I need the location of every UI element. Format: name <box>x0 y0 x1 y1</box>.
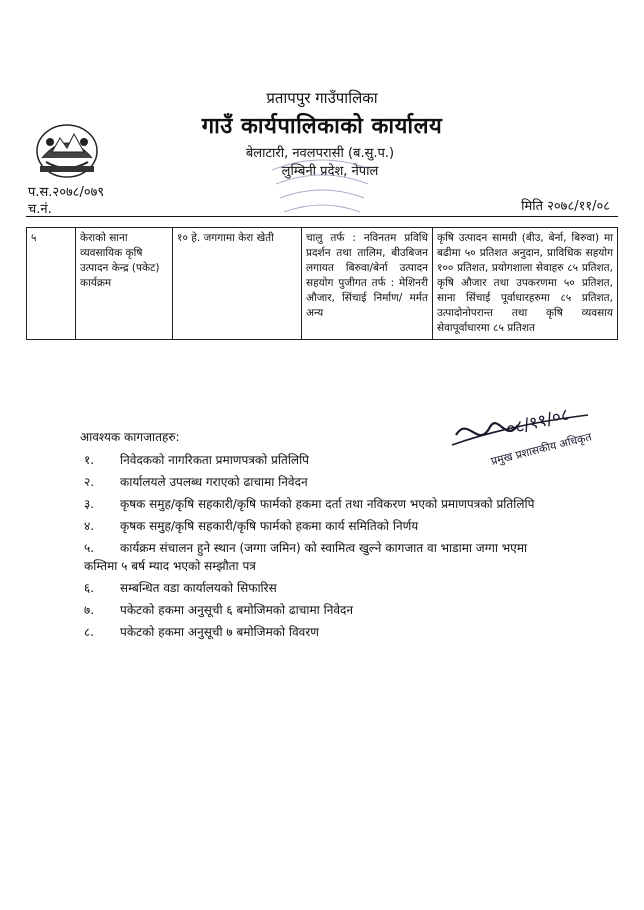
support-current: चालु तर्फ : नविनतम प्रविधि प्रदर्शन तथा तालिम, बीउबिजन लगायत बिरुवा/बेर्ना उत्पादन सहयोग <box>306 232 428 289</box>
office-name: प्रतापपुर गाउँपालिका <box>266 89 378 107</box>
letter-date: मिति २०७८/११/०८ <box>521 199 610 214</box>
office-title: गाउँ कार्यपालिकाको कार्यालय <box>201 114 443 139</box>
office-stamp-icon <box>262 150 382 225</box>
serial-number-cell: ५ <box>27 228 76 340</box>
signature-title: प्रमुख प्रशासकीय अधिकृत <box>489 430 593 468</box>
signature-date: ०८/११/०८ <box>504 404 572 440</box>
table-row <box>27 228 618 340</box>
program-name-cell: केराको साना व्यवसायिक कृषि उत्पादन केन्द्र (पकेट) कार्यक्रम <box>76 228 173 340</box>
support-type-cell <box>302 228 433 340</box>
subsidy-cell: कृषि उत्पादन सामग्री (बीउ, बेर्ना, बिरुवा) मा बढीमा ५० प्रतिशत अनुदान, प्राविधिक सहयोग १०० प्रतिशत, प्रयोगशाला सेवाहरु ८५ प्रतिशत, कृषि औजार तथा उपकरणमा ५० प्रतिशत, साना सिंचाई पूर्वाधारहरुमा ८५ प्रतिशत, उत्पादोनोपरान्त तथा कृषि व्यवसाय सेवापूर्वाधारमा ८५ प्रतिशत <box>433 228 618 340</box>
office-address-line2: लुम्बिनी प्रदेश, नेपाल <box>281 164 379 179</box>
dispatch-number: च.नं. <box>28 202 52 217</box>
office-address-line1: बेलाटारी, नवलपरासी (ब.सु.प.) <box>245 146 395 161</box>
activity-cell: १० हे. जगगामा केरा खेती <box>173 228 302 340</box>
program-table <box>26 227 618 340</box>
documents-heading: आवश्यक कागजातहरु: <box>80 430 180 444</box>
reference-number: प.स.२०७८/०७९ <box>28 185 105 200</box>
support-capital: पुजीगत तर्फ : मेशिनरी औजार, सिंचाई निर्माण/ मर्मत अन्य <box>306 277 428 319</box>
signature-icon <box>448 395 618 470</box>
